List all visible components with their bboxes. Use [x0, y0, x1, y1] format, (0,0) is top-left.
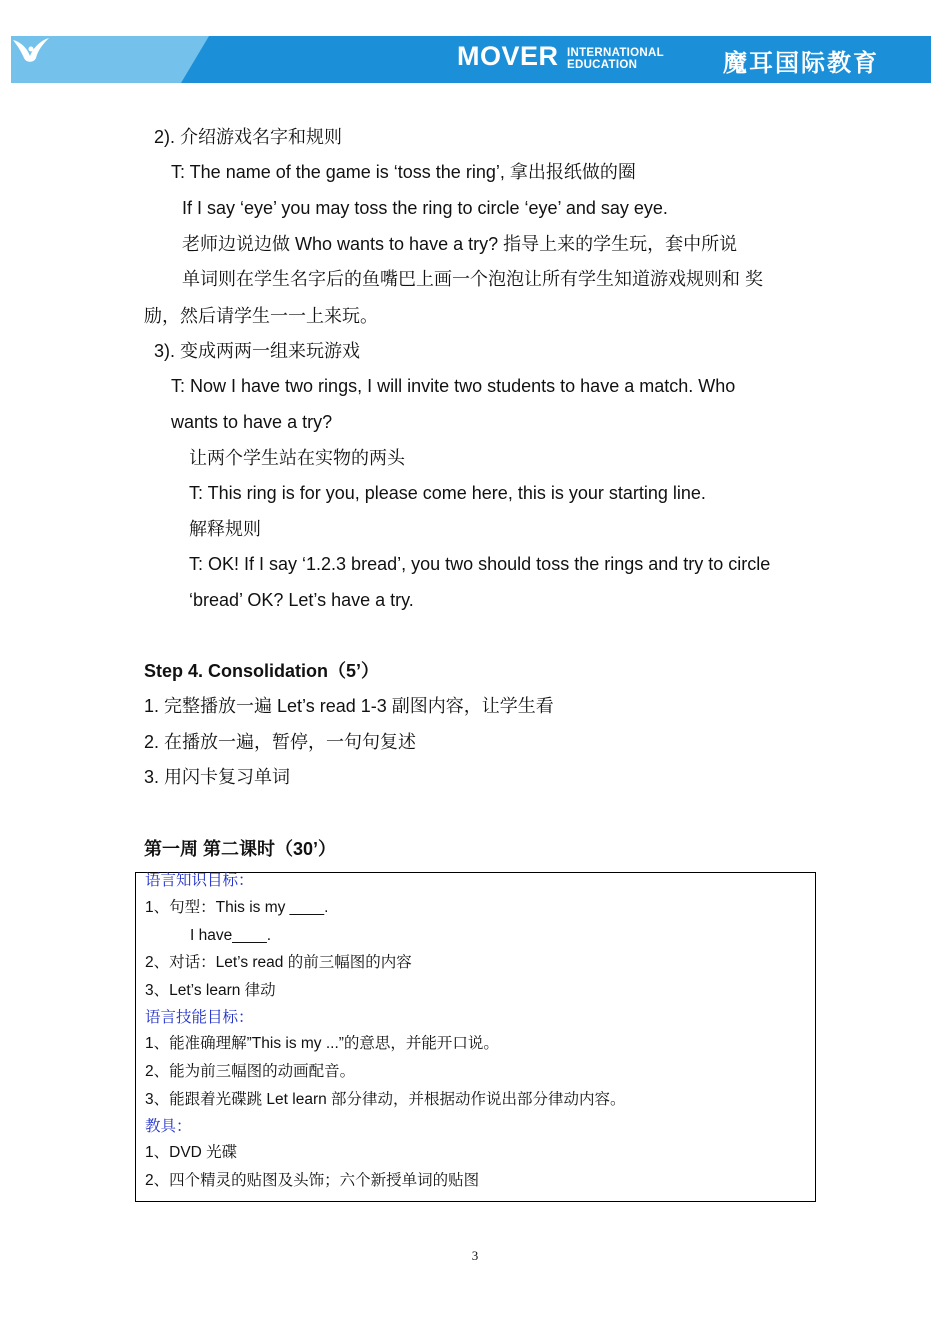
objective-item: 1、句型：This is my ____. [145, 899, 329, 916]
brand-mover: MOVER [457, 41, 559, 71]
body-line: 励，然后请学生一一上来玩。 [144, 306, 378, 326]
body-line: T: OK! If I say ‘1.2.3 bread’, you two should toss the rings and try to circle [189, 554, 771, 574]
objective-item: I have____. [190, 927, 272, 944]
bird-logo-icon [11, 36, 51, 66]
objective-item: 3、Let’s learn 律动 [145, 982, 276, 999]
objective-item: 1、能准确理解”This is my ...”的意思，并能开口说。 [145, 1035, 499, 1052]
objective-item: 2、对话：Let’s read 的前三幅图的内容 [145, 954, 412, 971]
materials-item: 1、DVD 光碟 [145, 1144, 238, 1161]
brand-subtitle [567, 47, 664, 71]
step-4-item: 3. 用闪卡复习单词 [144, 767, 291, 787]
step-2-heading: 2). 介绍游戏名字和规则 [154, 127, 343, 147]
step-4-heading: Step 4. Consolidation（5’） [144, 661, 380, 681]
materials-item: 2、四个精灵的贴图及头饰；六个新授单词的贴图 [145, 1172, 480, 1189]
brand-international: INTERNATIONAL [567, 47, 664, 59]
body-line: If I say ‘eye’ you may toss the ring to circle ‘eye’ and say eye. [182, 198, 668, 218]
header-banner [11, 36, 931, 83]
objective-item: 3、能跟着光碟跳 Let learn 部分律动，并根据动作说出部分律动内容。 [145, 1091, 626, 1108]
skills-objectives-title: 语言技能目标： [145, 1009, 254, 1026]
body-line: wants to have a try? [171, 412, 333, 432]
body-line: 老师边说边做 Who wants to have a try? 指导上来的学生玩，套中所说 [182, 234, 738, 254]
body-line: T: This ring is for you, please come here, this is your starting line. [189, 483, 706, 503]
body-line: T: The name of the game is ‘toss the ring’, 拿出报纸做的圈 [171, 162, 636, 182]
brand-chinese-name: 魔耳国际教育 [723, 49, 879, 77]
step-4-item: 2. 在播放一遍，暂停，一句句复述 [144, 732, 417, 752]
body-line: 让两个学生站在实物的两头 [189, 448, 405, 468]
body-line: 单词则在学生名字后的鱼嘴巴上画一个泡泡让所有学生知道游戏规则和 奖 [182, 269, 763, 289]
lesson-heading: 第一周 第二课时（30’） [144, 839, 337, 859]
page-number: 3 [471, 1248, 479, 1263]
body-line: 解释规则 [189, 519, 261, 539]
brand-education: EDUCATION [567, 59, 638, 71]
step-3-heading: 3). 变成两两一组来玩游戏 [154, 341, 361, 361]
body-line: T: Now I have two rings, I will invite two students to have a match. Who [171, 376, 736, 396]
objective-item: 2、能为前三幅图的动画配音。 [145, 1063, 356, 1080]
knowledge-objectives-title: 语言知识目标： [145, 872, 254, 889]
step-4-item: 1. 完整播放一遍 Let’s read 1-3 副图内容，让学生看 [144, 696, 554, 716]
materials-title: 教具： [145, 1118, 192, 1135]
body-line: ‘bread’ OK? Let’s have a try. [189, 590, 414, 610]
